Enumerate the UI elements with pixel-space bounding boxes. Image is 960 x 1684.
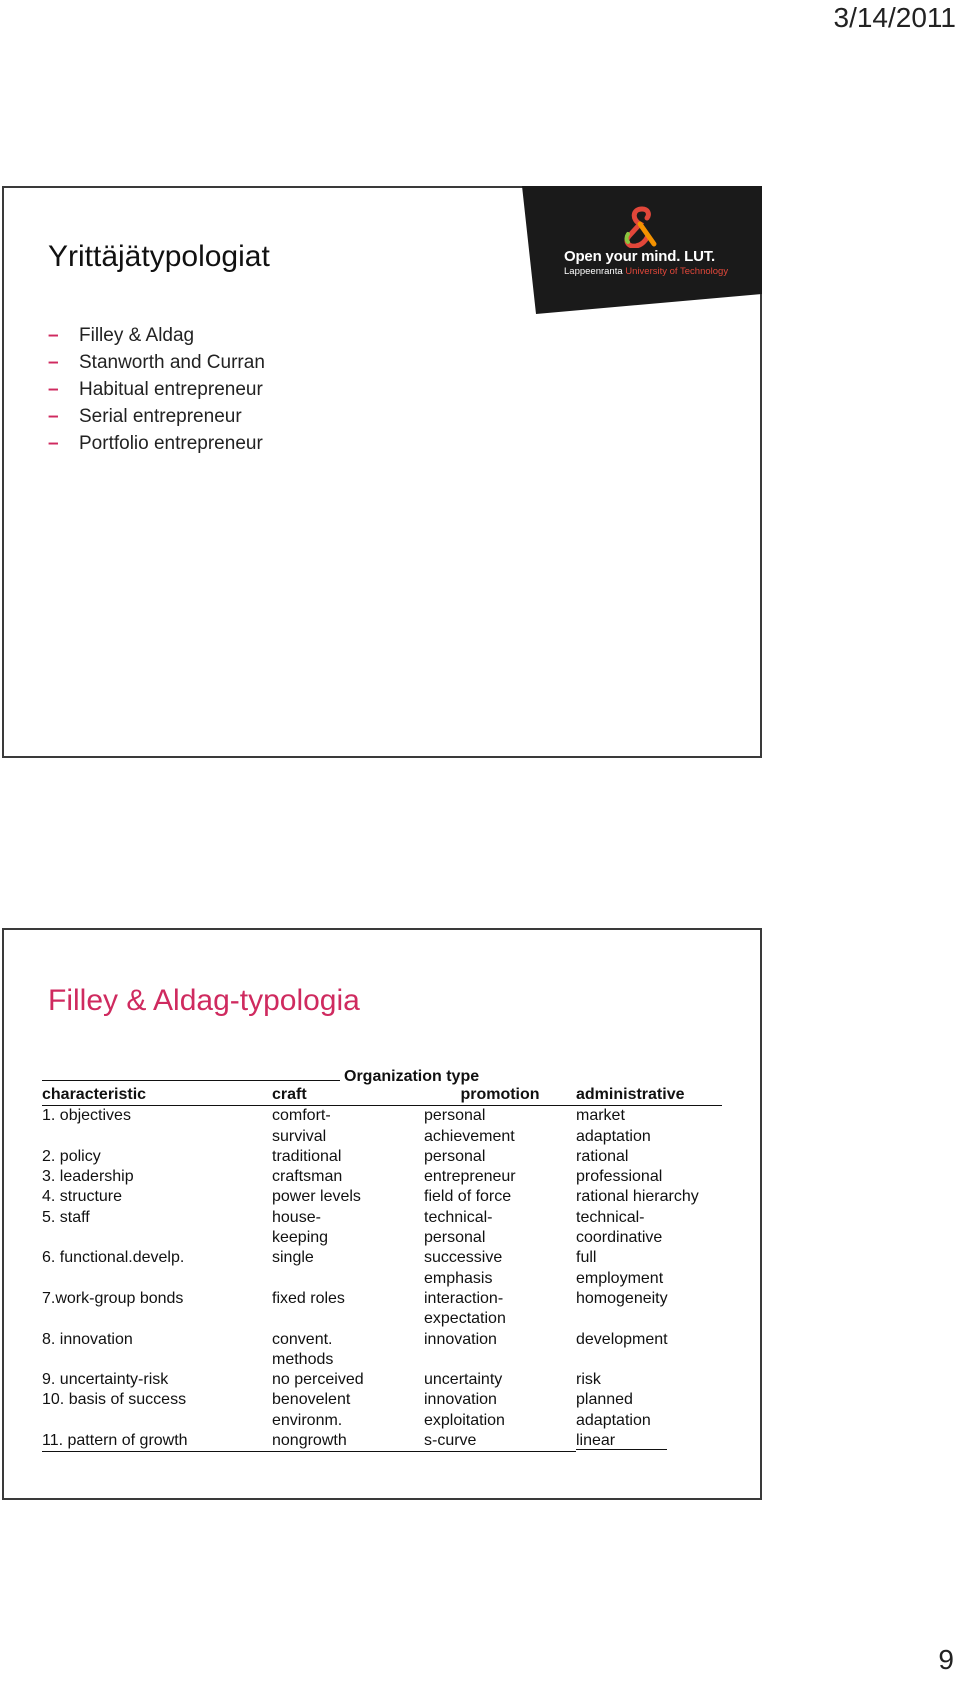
table-cell [576, 1309, 722, 1329]
logo-university-name: University of Technology [625, 266, 729, 277]
table-cell: no perceived [272, 1371, 364, 1389]
column-header-promotion: promotion [424, 1085, 576, 1106]
column-header-characteristic: characteristic [42, 1085, 272, 1106]
logo-banner [522, 186, 762, 314]
table-cell [272, 1309, 424, 1329]
logo-slogan: Open your mind. LUT. [564, 248, 716, 265]
table-cell: 10. basis of success [42, 1391, 187, 1409]
organization-type-label: Organization type [344, 1068, 480, 1085]
logo-university [564, 266, 728, 277]
column-header-administrative: administrative [576, 1085, 722, 1106]
table-cell [42, 1309, 272, 1329]
slide-2-title: Filley & Aldag-typologia [48, 984, 360, 1017]
table-cell: entrepreneur [424, 1168, 516, 1186]
table-cell-text: linear [576, 1432, 667, 1450]
table-cell: 7.work-group bonds [42, 1289, 184, 1307]
table-cell: technical- [424, 1208, 493, 1226]
page-date: 3/14/2011 [833, 2, 956, 33]
list-item-label: Serial entrepreneur [79, 406, 242, 427]
dash-bullet-icon: – [48, 406, 59, 427]
table-cell: rational hierarchy [576, 1188, 699, 1206]
table-row [42, 1208, 722, 1228]
organization-type-header [42, 1066, 479, 1086]
list-item-label: Stanworth and Curran [79, 352, 265, 373]
table-cell: convent. [272, 1330, 333, 1348]
table-cell: adaptation [576, 1127, 651, 1145]
table-row [42, 1390, 722, 1410]
table-row [42, 1228, 722, 1248]
slide-2 [2, 928, 762, 1500]
list-item [48, 430, 265, 457]
table-row [42, 1167, 722, 1187]
list-item-label: Habitual entrepreneur [79, 379, 263, 400]
table-cell: fixed roles [272, 1289, 345, 1307]
table-cell: risk [576, 1371, 601, 1389]
table-cell: nongrowth [272, 1431, 424, 1452]
table-cell: 9. uncertainty-risk [42, 1371, 169, 1389]
table-cell: environm. [272, 1411, 343, 1429]
list-item [48, 403, 265, 430]
dash-bullet-icon: – [48, 379, 59, 400]
table-cell: keeping [272, 1229, 329, 1247]
table-cell: professional [576, 1168, 663, 1186]
table-row [42, 1309, 722, 1329]
table-cell: employment [576, 1269, 664, 1287]
table-cell [576, 1431, 722, 1452]
table-row [42, 1330, 722, 1350]
table-cell: craftsman [272, 1168, 343, 1186]
list-item [48, 376, 265, 403]
header-rule [42, 1066, 340, 1081]
table-cell [42, 1269, 272, 1289]
table-cell: technical- [576, 1208, 645, 1226]
table-cell: 8. innovation [42, 1330, 133, 1348]
table-cell: planned [576, 1391, 633, 1409]
table-cell: uncertainty [424, 1371, 503, 1389]
table-cell [272, 1269, 424, 1289]
table-cell: rational [576, 1147, 629, 1165]
table-row [42, 1187, 722, 1207]
slide-1-title: Yrittäjätypologiat [48, 240, 270, 273]
table-cell: 2. policy [42, 1147, 101, 1165]
table-cell: personal [424, 1107, 486, 1125]
table-row [42, 1289, 722, 1309]
table-cell [42, 1228, 272, 1248]
table-cell: innovation [424, 1330, 497, 1348]
lut-ampersand-logo-icon [620, 206, 660, 248]
table-cell [424, 1350, 576, 1370]
table-cell: 5. staff [42, 1208, 90, 1226]
page-number: 9 [938, 1644, 954, 1675]
logo-university-city: Lappeenranta [564, 266, 626, 277]
table-cell: expectation [424, 1310, 506, 1328]
table-cell [42, 1411, 272, 1431]
table-cell: adaptation [576, 1411, 651, 1429]
table-cell: comfort- [272, 1107, 331, 1125]
table-row [42, 1350, 722, 1370]
table-cell: 1. objectives [42, 1107, 131, 1125]
table-row [42, 1147, 722, 1167]
list-item-label: Filley & Aldag [79, 325, 195, 346]
list-item [48, 322, 265, 349]
table-row [42, 1248, 722, 1268]
table-cell: 11. pattern of growth [42, 1431, 272, 1452]
table-cell: 3. leadership [42, 1168, 134, 1186]
dash-bullet-icon: – [48, 433, 59, 454]
table-cell: field of force [424, 1188, 512, 1206]
table-cell: 6. functional.develp. [42, 1249, 185, 1267]
table-row [42, 1127, 722, 1147]
table-row [42, 1106, 722, 1127]
table-cell: power levels [272, 1188, 361, 1206]
list-item-label: Portfolio entrepreneur [79, 433, 263, 454]
dash-bullet-icon: – [48, 325, 59, 346]
table-cell: homogeneity [576, 1289, 668, 1307]
table-header-row [42, 1085, 722, 1106]
dash-bullet-icon: – [48, 352, 59, 373]
column-header-craft: craft [272, 1085, 424, 1106]
table-cell [576, 1350, 722, 1370]
slide-1 [2, 186, 762, 758]
table-cell [42, 1127, 272, 1147]
table-cell: development [576, 1330, 668, 1348]
table-row [42, 1431, 722, 1452]
table-cell: personal [424, 1229, 486, 1247]
list-item [48, 349, 265, 376]
table-cell: successive [424, 1249, 503, 1267]
table-cell: innovation [424, 1391, 497, 1409]
table-cell: traditional [272, 1147, 342, 1165]
table-cell: personal [424, 1147, 486, 1165]
logo-text [564, 248, 728, 277]
table-cell: methods [272, 1350, 334, 1368]
table-cell: full [576, 1249, 597, 1267]
table-cell: s-curve [424, 1431, 576, 1452]
table-row [42, 1370, 722, 1390]
table-cell: interaction- [424, 1289, 504, 1307]
table-cell: coordinative [576, 1229, 663, 1247]
table-cell: exploitation [424, 1411, 505, 1429]
table-cell: benovelent [272, 1391, 351, 1409]
table-cell: survival [272, 1127, 327, 1145]
table-row [42, 1411, 722, 1431]
typology-table [42, 1085, 722, 1452]
table-cell [42, 1350, 272, 1370]
table-cell: market [576, 1107, 625, 1125]
table-cell: house- [272, 1208, 321, 1226]
table-cell: 4. structure [42, 1188, 123, 1206]
table-cell: achievement [424, 1127, 515, 1145]
bullet-list [48, 322, 265, 457]
table-cell: single [272, 1249, 314, 1267]
table-body [42, 1106, 722, 1452]
table-cell: emphasis [424, 1269, 493, 1287]
table-row [42, 1269, 722, 1289]
